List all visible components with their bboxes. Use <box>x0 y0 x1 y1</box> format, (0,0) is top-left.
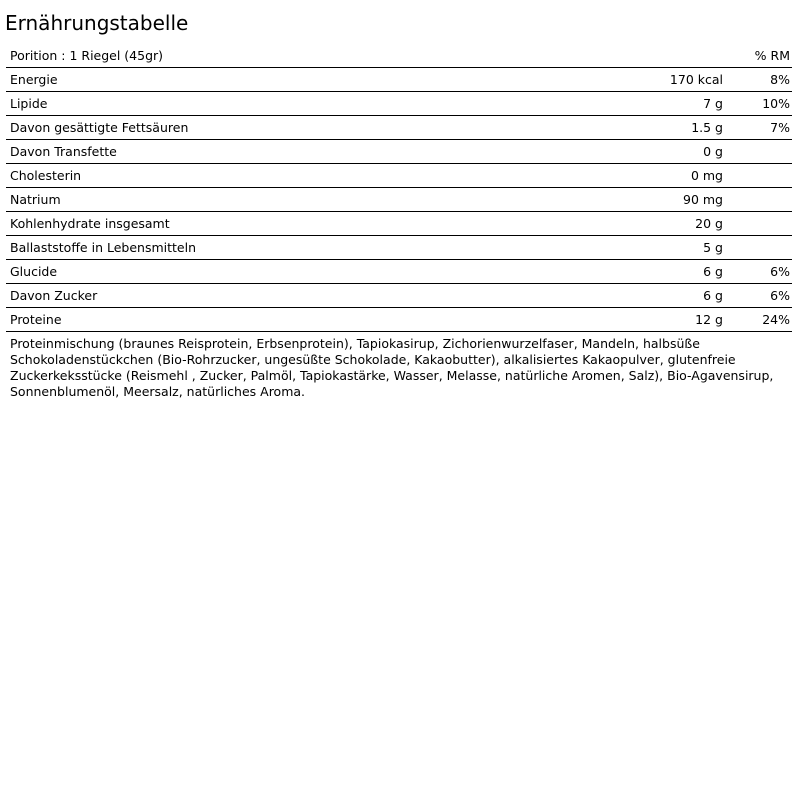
nutrient-amount: 6 g <box>703 264 723 279</box>
ingredients-text: Proteinmischung (braunes Reisprotein, Erbsenprotein), Tapiokasirup, Zichorienwurzelfaser, Mandeln, halbsüße Schokoladenstückchen (Bio-Rohrzucker, ungesüßte Schokolade, Kakaobutter), alkalisiertes Kakaopulver, glutenfreie Zuckerkeksstücke (Reismehl , Zucker, Palmöl, Tapiokastärke, Wasser, Melasse, natürliche Aromen, Salz), Bio-Agavensirup, Sonnenblumenöl, Meersalz, natürliches Aroma. <box>10 336 774 399</box>
nutrient-label: Glucide <box>10 264 58 279</box>
nutrient-label: Davon gesättigte Fettsäuren <box>10 120 189 135</box>
nutrient-label: Davon Zucker <box>10 288 98 303</box>
nutrient-label: Davon Transfette <box>10 144 117 159</box>
nutrient-rm: 6% <box>770 264 790 279</box>
table-row-kohlenhydrate <box>6 212 792 236</box>
nutrient-label: Kohlenhydrate insgesamt <box>10 216 170 231</box>
table-row-natrium <box>6 188 792 212</box>
table-header-row <box>6 44 792 68</box>
nutrient-label: Ballaststoffe in Lebensmitteln <box>10 240 196 255</box>
table-row-energie <box>6 68 792 92</box>
nutrient-rm: 10% <box>762 96 790 111</box>
nutrient-label: Energie <box>10 72 58 87</box>
table-row-glucide <box>6 260 792 284</box>
nutrient-amount: 1.5 g <box>691 120 723 135</box>
nutrient-rm: 24% <box>762 312 790 327</box>
rm-header: % RM <box>754 48 790 63</box>
table-row-proteine <box>6 308 792 332</box>
table-row-zucker <box>6 284 792 308</box>
nutrient-label: Natrium <box>10 192 61 207</box>
nutrient-amount: 5 g <box>703 240 723 255</box>
nutrient-amount: 6 g <box>703 288 723 303</box>
nutrient-amount: 170 kcal <box>669 72 723 87</box>
nutrient-amount: 7 g <box>703 96 723 111</box>
table-row-ballaststoffe <box>6 236 792 260</box>
table-row-transfette <box>6 140 792 164</box>
nutrient-label: Lipide <box>10 96 48 111</box>
table-row-cholesterin <box>6 164 792 188</box>
table-row-gesaettigte-fettsaeuren <box>6 116 792 140</box>
nutrient-amount: 20 g <box>695 216 723 231</box>
nutrient-amount: 12 g <box>695 312 723 327</box>
nutrient-rm: 7% <box>770 120 790 135</box>
nutrient-rm: 8% <box>770 72 790 87</box>
nutrient-amount: 0 g <box>703 144 723 159</box>
nutrient-amount: 90 mg <box>683 192 723 207</box>
nutrient-label: Cholesterin <box>10 168 82 183</box>
page-title: Ernährungstabelle <box>5 11 189 35</box>
portion-label: Porition : 1 Riegel (45gr) <box>10 48 164 63</box>
nutrient-amount: 0 mg <box>690 168 723 183</box>
nutrient-label: Proteine <box>10 312 62 327</box>
nutrition-table <box>6 44 792 332</box>
nutrient-rm: 6% <box>770 288 790 303</box>
table-row-lipide <box>6 92 792 116</box>
